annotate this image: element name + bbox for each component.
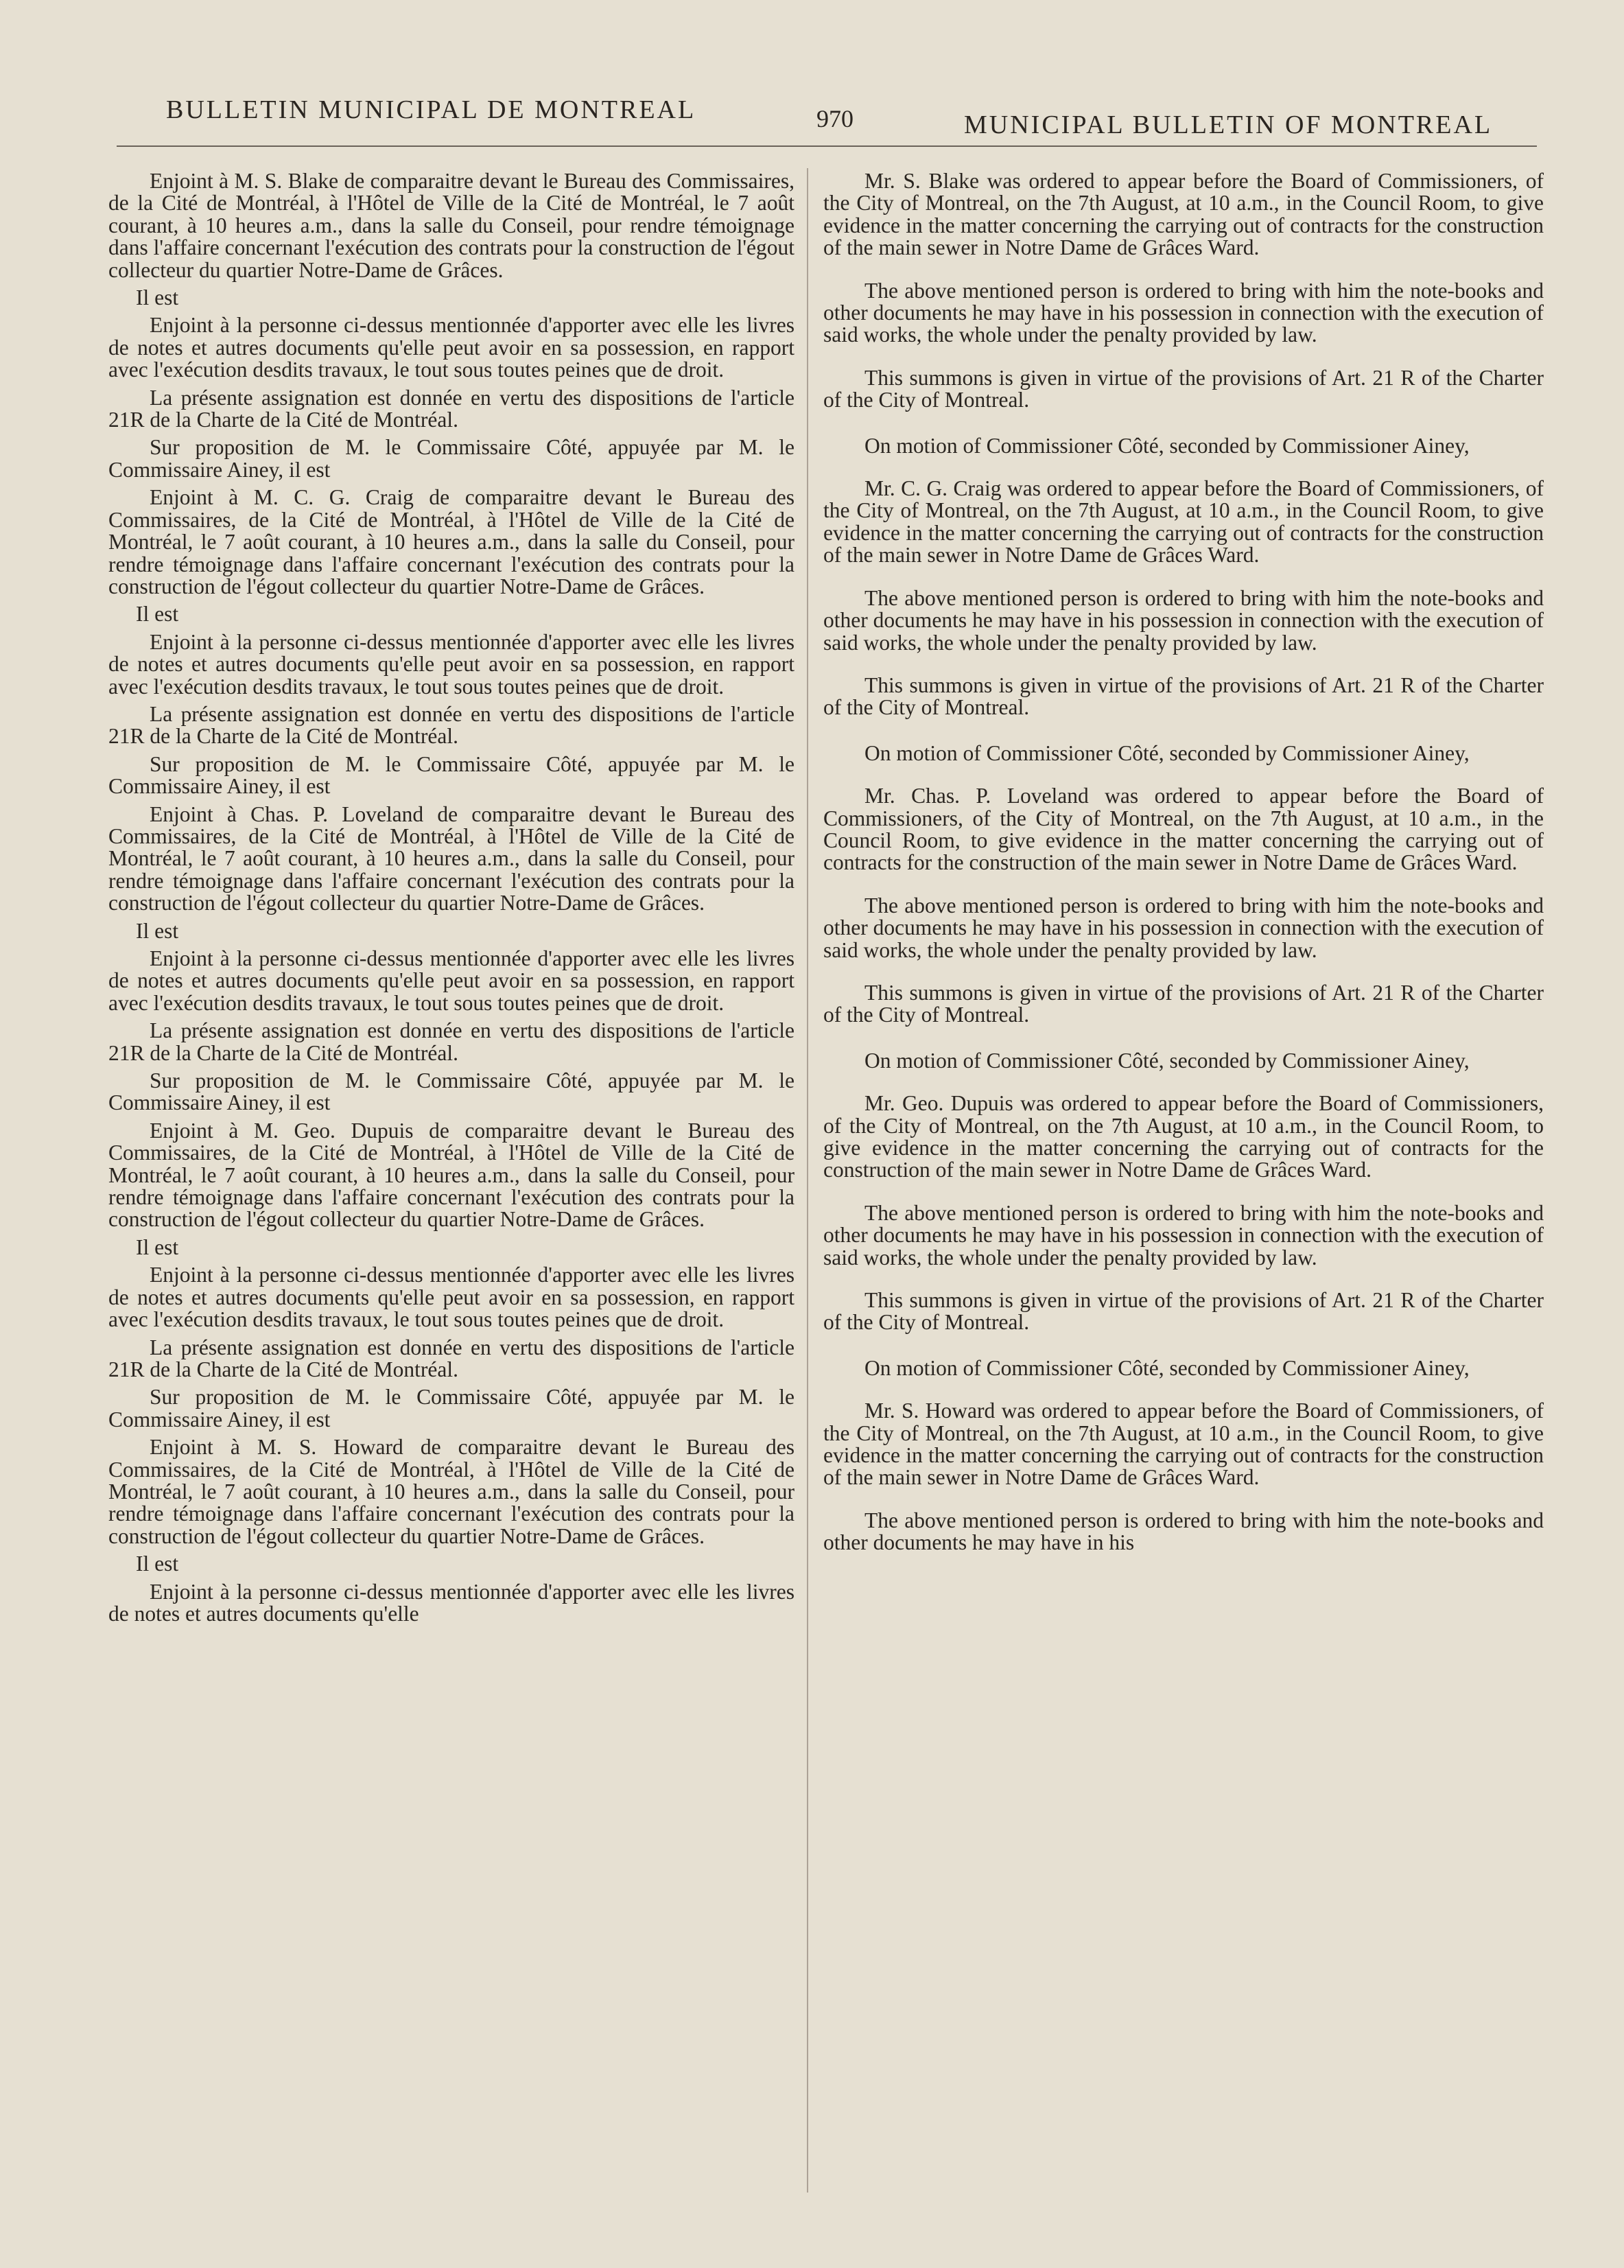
english-entry (823, 1050, 1544, 1334)
books-text: The above mentioned person is ordered to bring with him the note-books and other documents he may have in his possession in connection with the execution of said works, the whole under the penalty provided by law. (823, 1200, 1544, 1270)
page-number: 970 (816, 105, 854, 132)
order-text: Enjoint à M. C. G. Craig de comparaitre devant le Bureau des Commissaires, de la Cité de Montréal, à l'Hôtel de Ville de la Cité de Montréal, le 7 août courant, à 10 heures a.m., dans la salle du Conseil, pour rendre témoignage dans l'affaire concernant l'exécution des contrats pour la construction de l'égout collecteur du quartier Notre-Dame de Grâces. (108, 485, 795, 598)
order-text: Mr. S. Blake was ordered to appear before the Board of Commissioners, of the City of Montreal, on the 7th August, at 10 a.m., in the Council Room, to give evidence in the matter concerning the carrying out of contracts for the construction of the main sewer in Notre Dame de Grâces Ward. (823, 169, 1544, 260)
order-text: Mr. Chas. P. Loveland was ordered to appear before the Board of Commissioners, of the City of Montreal, on the 7th August, at 10 a.m., in the Council Room, to give evidence in the matter concerning the carrying out of contracts for the construction of the main sewer in Notre Dame de Grâces Ward. (823, 784, 1544, 875)
header-rule (117, 145, 1537, 147)
order-text: Mr. S. Howard was ordered to appear before the Board of Commissioners, of the City of Montreal, on the 7th August, at 10 a.m., in the Council Room, to give evidence in the matter concerning the carrying out of contracts for the construction of the main sewer in Notre Dame de Grâces Ward. (823, 1399, 1544, 1490)
summons-text: La présente assignation est donnée en vertu des dispositions de l'article 21R de la Charte de la Cité de Montréal. (108, 701, 795, 749)
motion-text: Sur proposition de M. le Commissaire Côté, appuyée par M. le Commissaire Ainey, il est (108, 1385, 795, 1431)
books-text: Enjoint à la personne ci-dessus mentionnée d'apporter avec elle les livres de notes et autres documents qu'elle peut avoir en sa possession, en rapport avec l'exécution desdits travaux, le tout sous toutes peines que de droit. (108, 629, 795, 699)
books-text: The above mentioned person is ordered to bring with him the note-books and other documents he may have in his possession in connection with the execution of said works, the whole under the penalty provided by law. (823, 585, 1544, 655)
english-entry (823, 435, 1544, 719)
order-text: Enjoint à Chas. P. Loveland de comparaitre devant le Bureau des Commissaires, de la Cité de Montréal, à l'Hôtel de Ville de la Cité de Montréal, le 7 août courant, à 10 heures a.m., dans la salle du Conseil, pour rendre témoignage dans l'affaire concernant l'exécution des contrats pour la construction de l'égout collecteur du quartier Notre-Dame de Grâces. (108, 802, 795, 915)
books-text: The above mentioned person is ordered to bring with him the note-books and other documents he may have in his possession in connection with the execution of said works, the whole under the penalty provided by law. (823, 893, 1544, 962)
books-text: The above mentioned person is ordered to bring with him the note-books and other documents he may have in his (823, 1508, 1544, 1555)
il-est-text: Il est (136, 918, 179, 943)
books-text: Enjoint à la personne ci-dessus mentionnée d'apporter avec elle les livres de notes et autres documents qu'elle peut avoir en sa possession, en rapport avec l'exécution desdits travaux, le tout sous toutes peines que de droit. (108, 1263, 795, 1332)
english-column (823, 170, 1544, 1578)
il-est-text: Il est (136, 285, 179, 310)
english-entry (823, 170, 1544, 412)
il-est-text: Il est (136, 602, 179, 627)
order-text: Mr. Geo. Dupuis was ordered to appear before the Board of Commissioners, of the City of Montreal, on the 7th August, at 10 a.m., in the Council Room, to give evidence in the matter concerning the carrying out of contracts for the construction of the main sewer in Notre Dame de Grâces Ward. (823, 1091, 1544, 1182)
english-entry (823, 1357, 1544, 1554)
page-header (117, 89, 1509, 144)
french-entry (108, 753, 795, 1064)
order-text: Enjoint à M. S. Howard de comparaitre devant le Bureau des Commissaires, de la Cité de Montréal, à l'Hôtel de Ville de la Cité de Montréal, le 7 août courant, à 10 heures a.m., dans la salle du Conseil, pour rendre témoignage dans l'affaire concernant l'exécution des contrats pour la construction de l'égout collecteur du quartier Notre-Dame de Grâces. (108, 1435, 795, 1548)
order-text: Enjoint à M. Geo. Dupuis de comparaitre devant le Bureau des Commissaires, de la Cité de Montréal, à l'Hôtel de Ville de la Cité de Montréal, le 7 août courant, à 10 heures a.m., dans la salle du Conseil, pour rendre témoignage dans l'affaire concernant l'exécution des contrats pour la construction de l'égout collecteur du quartier Notre-Dame de Grâces. (108, 1118, 795, 1232)
french-entry (108, 170, 795, 431)
books-text: Enjoint à la personne ci-dessus mentionnée d'apporter avec elle les livres de notes et autres documents qu'elle peut avoir en sa possession, en rapport avec l'exécution desdits travaux, le tout sous toutes peines que de droit. (108, 946, 795, 1015)
header-french-title: BULLETIN MUNICIPAL DE MONTREAL (166, 95, 696, 124)
books-text: The above mentioned person is ordered to bring with him the note-books and other documents he may have in his possession in connection with the execution of said works, the whole under the penalty provided by law. (823, 278, 1544, 347)
summons-text: This summons is given in virtue of the provisions of Art. 21 R of the Charter of the City of Montreal. (823, 673, 1544, 720)
motion-text: Sur proposition de M. le Commissaire Côté, appuyée par M. le Commissaire Ainey, il est (108, 435, 795, 482)
motion-text: Sur proposition de M. le Commissaire Côté, appuyée par M. le Commissaire Ainey, il est (108, 1068, 795, 1115)
french-entry (108, 436, 795, 747)
column-divider (807, 168, 808, 2193)
summons-text: La présente assignation est donnée en vertu des dispositions de l'article 21R de la Charte de la Cité de Montréal. (108, 1335, 795, 1381)
motion-text: On motion of Commissioner Côté, seconded by Commissioner Ainey, (864, 1048, 1470, 1073)
motion-text: On motion of Commissioner Côté, seconded by Commissioner Ainey, (864, 433, 1470, 458)
french-entry (108, 1070, 795, 1381)
summons-text: This summons is given in virtue of the provisions of Art. 21 R of the Charter of the City of Montreal. (823, 1288, 1544, 1335)
motion-text: Sur proposition de M. le Commissaire Côté, appuyée par M. le Commissaire Ainey, il est (108, 751, 795, 799)
summons-text: La présente assignation est donnée en vertu des dispositions de l'article 21R de la Charte de la Cité de Montréal. (108, 1018, 795, 1065)
french-column (108, 170, 795, 1630)
english-entry (823, 740, 1544, 1027)
il-est-text: Il est (136, 1235, 179, 1259)
summons-text: La présente assignation est donnée en vertu des dispositions de l'article 21R de la Charte de la Cité de Montréal. (108, 385, 795, 432)
header-english-title: MUNICIPAL BULLETIN OF MONTREAL (964, 110, 1493, 139)
motion-text: On motion of Commissioner Côté, seconded by Commissioner Ainey, (864, 1355, 1470, 1380)
order-text: Enjoint à M. S. Blake de comparaitre devant le Bureau des Commissaires, de la Cité de Montréal, à l'Hôtel de Ville de la Cité de Montréal, le 7 août courant, à 10 heures a.m., dans la salle du Conseil, pour rendre témoignage dans l'affaire concernant l'exécution des contrats pour la construction de l'égout collecteur du quartier Notre-Dame de Grâces. (108, 169, 795, 282)
french-entry (108, 1386, 795, 1625)
summons-text: This summons is given in virtue of the provisions of Art. 21 R of the Charter of the City of Montreal. (823, 980, 1544, 1027)
order-text: Mr. C. G. Craig was ordered to appear before the Board of Commissioners, of the City of Montreal, on the 7th August, at 10 a.m., in the Council Room, to give evidence in the matter concerning the carrying out of contracts for the construction of the main sewer in Notre Dame de Grâces Ward. (823, 476, 1544, 568)
summons-text: This summons is given in virtue of the provisions of Art. 21 R of the Charter of the City of Montreal. (823, 365, 1544, 412)
books-text: Enjoint à la personne ci-dessus mentionnée d'apporter avec elle les livres de notes et autres documents qu'elle peut avoir en sa possession, en rapport avec l'exécution desdits travaux, le tout sous toutes peines que de droit. (108, 313, 795, 382)
motion-text: On motion of Commissioner Côté, seconded by Commissioner Ainey, (864, 740, 1470, 765)
books-text: Enjoint à la personne ci-dessus mentionnée d'apporter avec elle les livres de notes et autres documents qu'elle (108, 1579, 795, 1626)
il-est-text: Il est (136, 1552, 179, 1576)
